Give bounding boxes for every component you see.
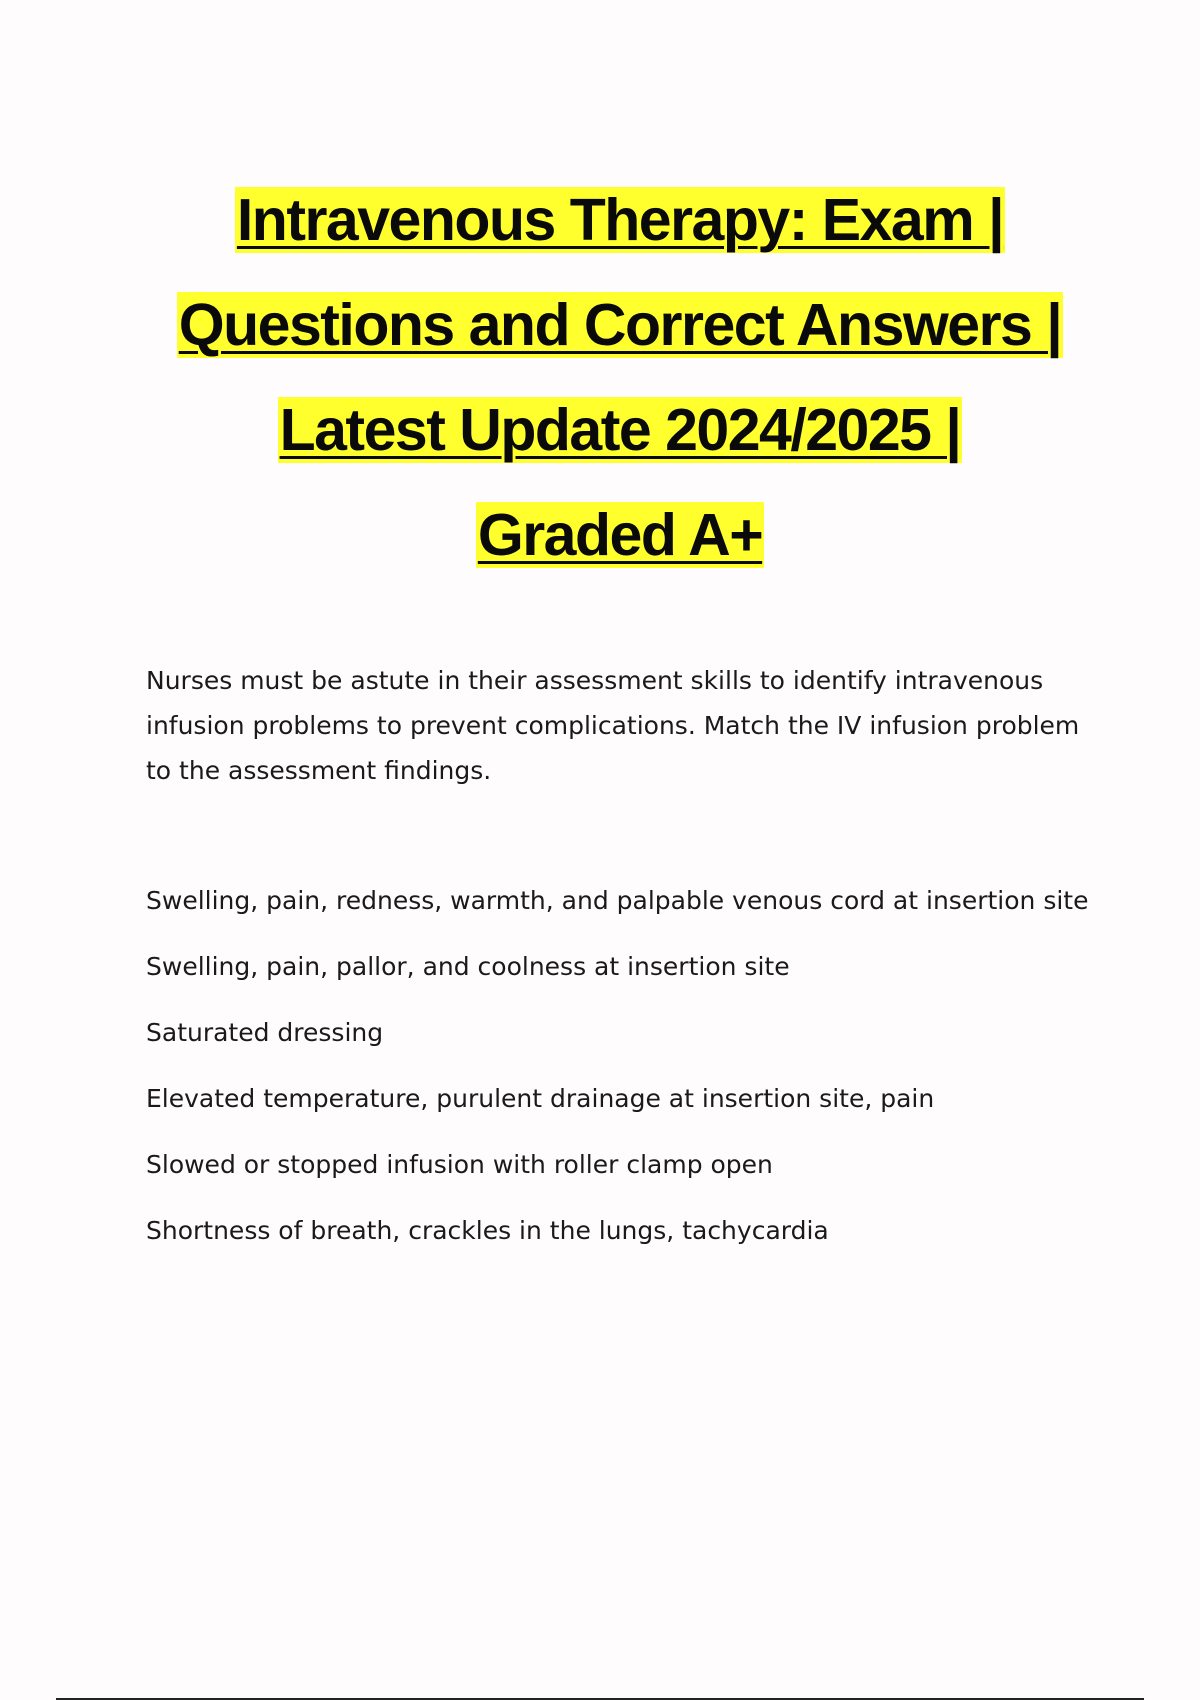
title-line (100, 273, 1140, 378)
intro-paragraph: Nurses must be astute in their assessment skills to identify intravenous infusion problems to prevent complications. Match the IV infusion problem to the assessment findings. (146, 666, 1080, 785)
title-line-text: Questions and Correct Answers | (178, 292, 1062, 358)
title-line-text: Intravenous Therapy: Exam | (236, 187, 1004, 253)
title-line (100, 168, 1140, 273)
assessment-findings-list (146, 878, 1096, 1274)
finding-item: Swelling, pain, redness, warmth, and palpable venous cord at insertion site (146, 886, 1089, 915)
title-line (100, 378, 1140, 483)
finding-item: Shortness of breath, crackles in the lungs, tachycardia (146, 1216, 829, 1245)
finding-item: Slowed or stopped infusion with roller clamp open (146, 1150, 773, 1179)
document-title (100, 168, 1140, 588)
finding-item: Saturated dressing (146, 1018, 384, 1047)
title-line-text: Graded A+ (477, 502, 763, 568)
title-line (100, 483, 1140, 588)
title-line-text: Latest Update 2024/2025 | (279, 397, 961, 463)
finding-item: Elevated temperature, purulent drainage at insertion site, pain (146, 1084, 935, 1113)
finding-item: Swelling, pain, pallor, and coolness at insertion site (146, 952, 790, 981)
